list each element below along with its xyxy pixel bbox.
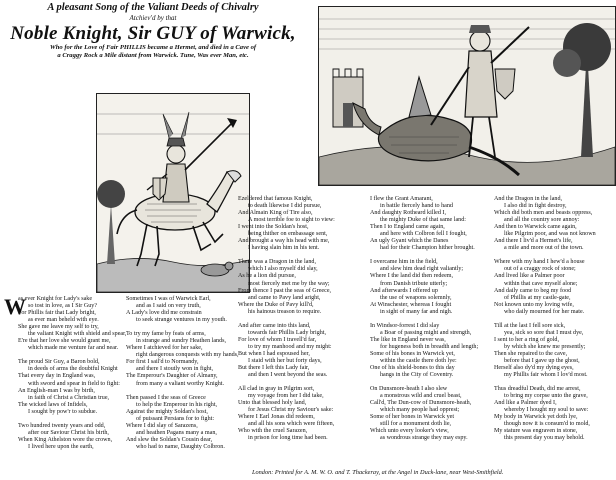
- verse-line: Then passed I the seas of Greece: [126, 394, 206, 401]
- verse-line: and all his sons which were fifteen,: [248, 421, 335, 428]
- verse-line: before that I gave up the ghost,: [504, 357, 580, 364]
- verse-line: I also did in fight destroy,: [504, 203, 567, 210]
- verse-line: in sight of many far and nigh.: [380, 308, 453, 315]
- verse-line: and heathen Pagans many a man,: [136, 429, 217, 436]
- woodcut-knight-slaying-dragon: [318, 6, 616, 186]
- verse-line: in faith of Christ a Christian true,: [28, 394, 110, 401]
- verse-line: towards fair Phillis Lady bright,: [248, 329, 327, 336]
- verse-line: within that cave myself alone;: [504, 280, 578, 287]
- verse-line: Call'd, The Dun-cow of Dunsmore-heath,: [370, 400, 472, 407]
- verse-line: out of a craggy rock of stone;: [504, 266, 576, 273]
- verse-line: An English-man I was by birth,: [18, 387, 95, 394]
- verse-line: I lived here upon the earth,: [28, 443, 94, 450]
- verse-line: my Phillis fair whom I lov'd most.: [504, 372, 588, 379]
- verse-line: to try my manhood and my might:: [248, 343, 332, 350]
- verse-line: All clad in gray in Pilgrim sort,: [238, 386, 315, 393]
- verse-line: and there I stoutly won in fight,: [136, 366, 214, 373]
- verse-line: And lived like a Palmer poor: [494, 273, 565, 280]
- verse-line: From thence I past the seas of Greece,: [238, 287, 332, 294]
- verse-line: But there I left this Lady fair,: [238, 365, 310, 372]
- verse-line: to bring my corpse unto the grave,: [504, 393, 588, 400]
- verse-line: As he a lion did pursue,: [238, 273, 296, 280]
- verse-line: Which unto every looker's view,: [370, 428, 449, 435]
- verse-line: E're that her love she would grant me,: [18, 338, 111, 345]
- title-line-5: a Craggy Rock a Mile distant from Warwick. Tune, Was ever Man, etc.: [57, 52, 249, 59]
- verse-line: in strange and sundry Heathen lands,: [136, 338, 227, 345]
- imprint-line: London: Printed for A. M. W. O. and T. Thackeray, at the Angel in Duck-lane, near West-Smithfield.: [252, 469, 504, 476]
- verse-line: To try my fame by feats of arms,: [126, 331, 206, 338]
- verse-line: who had to name, Daughty Colbron.: [136, 443, 225, 450]
- title-line-3: Noble Knight, Sir GUY of Warwick,: [10, 23, 296, 44]
- verse-line: in deeds of arms the doubtful Knight: [28, 366, 118, 373]
- verse-line: from Danish tribute utterly;: [380, 280, 448, 287]
- verse-line: Who with the cruel Sarazen,: [238, 428, 308, 435]
- verse-line: yea, sick so sore that I must dye,: [504, 329, 584, 336]
- verse-line: though now it is consum'd to mold,: [504, 421, 590, 428]
- verse-line: in battle fiercely hand to hand: [380, 203, 453, 210]
- verse-line: A most terrible foe to sight to view:: [248, 217, 335, 224]
- stanza-gap: [370, 379, 495, 386]
- verse-line: I having slain him in his tent.: [248, 245, 320, 252]
- verse-line: And daily came to beg my food: [494, 287, 572, 294]
- verse-line: the valiant Knight with shield and spear,: [28, 331, 127, 338]
- verse-line: And there I liv'd a Hermet's life,: [494, 238, 573, 245]
- ballad-title: [4, 2, 302, 60]
- verse-line: most fiercely met me by the way;: [248, 280, 330, 287]
- verse-line: And daughty Rotheard killed I,: [370, 210, 446, 217]
- verse-line: as ever man beheld with eye.: [28, 317, 99, 324]
- verse-line: On Dunsmore-heath I also slew: [370, 386, 448, 393]
- verse-line: right dangerous conquests with my hands,: [136, 352, 239, 359]
- verse-line: Where the Duke of Pavy kill'd,: [238, 301, 314, 308]
- verse-line: as wondrous strange they may espy.: [380, 435, 468, 442]
- verse-line: The Emperour's Daughter of Almany,: [126, 373, 218, 380]
- verse-line: of puissant Persians for to fight:: [136, 415, 215, 422]
- verse-line: Where with my hand I hew'd a house: [494, 259, 585, 266]
- woodcut-knight-on-horseback: [96, 93, 250, 293]
- verse-line: And like a Palmer dyed I,: [494, 400, 557, 407]
- verse-line: like Pilgrim poor, and was not known: [504, 231, 596, 238]
- verse-line: Where I Earl Jonas did redeem,: [238, 414, 315, 421]
- verse-line: with sword and spear in field to fight:: [28, 380, 120, 387]
- knight-horse-illustration: [97, 94, 249, 292]
- verse-line: a mile and more out of the town.: [504, 245, 584, 252]
- verse-line: For love of whom I travell'd far,: [238, 336, 317, 343]
- verse-line: from many a valiant worthy Knight.: [136, 380, 225, 387]
- stanza-gap: [126, 388, 256, 395]
- verse-line: which made me venture far and near.: [28, 345, 119, 352]
- verse-line: And after came into this land,: [238, 322, 311, 329]
- title-line-2: Atchiev'd by that: [129, 14, 177, 22]
- title-line-1: A pleasant Song of the Valiant Deeds of Chivalry: [47, 2, 259, 13]
- verse-line: who daily mourned for her mate.: [504, 308, 585, 315]
- verse-line: within the castle there doth lye:: [380, 357, 457, 364]
- verse-line: and slew him dead right valiantly;: [380, 266, 464, 273]
- verse-line: But when I had espoused her,: [238, 350, 310, 357]
- stanza-gap: [370, 316, 495, 323]
- verse-line: At Winschester, whereas I fought: [370, 301, 452, 308]
- verse-line: the use of weapons solemnly,: [380, 294, 452, 301]
- verse-line: of Phillis at my castle-gate,: [504, 294, 571, 301]
- verse-line: and then I went beyond the seas.: [248, 372, 328, 379]
- verse-line: And Almain King of Tire also,: [238, 210, 313, 217]
- verse-column-2: [126, 296, 256, 451]
- verse-line: I overcame him in the field,: [370, 259, 438, 266]
- verse-line: I sought by pow'r to subdue.: [28, 408, 98, 415]
- verse-line: And brought a way his head with me,: [238, 238, 330, 245]
- verse-line: For first I sail'd to Normandy,: [126, 359, 199, 366]
- verse-line: this present day you may behold.: [504, 435, 585, 442]
- verse-line: My body in Warwick yet doth lye,: [494, 414, 578, 421]
- stanza-gap: [18, 416, 136, 423]
- verse-line: for hugeness both in breadth and length;: [380, 343, 479, 350]
- verse-line: When King Athelston wore the crown,: [18, 436, 113, 443]
- verse-line: Then she repaired to the cave,: [494, 350, 568, 357]
- verse-line: to seek strange ventures in my youth.: [136, 317, 227, 324]
- verse-line: Against the mighty Soldan's host,: [126, 408, 208, 415]
- dragon-battle-illustration: [319, 7, 615, 185]
- verse-line: A Lady's love did me constrain: [126, 310, 202, 317]
- verse-line: In Windsor-forrest I did slay: [370, 322, 440, 329]
- verse-line: and here with Colbron fell I fought,: [380, 231, 467, 238]
- verse-line: And then to Warwick came again,: [494, 224, 577, 231]
- verse-line: being thither on embassage sent,: [248, 231, 328, 238]
- verse-line: Till at the last I fell sore sick,: [494, 322, 566, 329]
- verse-line: I went into the Soldan's host,: [238, 224, 309, 231]
- verse-line: Where I the land did then redeem,: [370, 273, 454, 280]
- verse-line: and came to Pavy land aright,: [248, 294, 321, 301]
- verse-line: which many people had opprest;: [380, 407, 460, 414]
- verse-line: There was a Dragon in the land,: [238, 259, 317, 266]
- verse-column-5: [494, 196, 616, 443]
- verse-line: had for their Champion hither brought.: [380, 245, 475, 252]
- verse-line: Thus dreadful Death, did me arrest,: [494, 386, 581, 393]
- verse-line: Sometimes I was of Warwick Earl,: [126, 296, 211, 302]
- verse-line: in prison for long time had been.: [248, 435, 328, 442]
- verse-line: Some of his bones in Warwick yet,: [370, 350, 455, 357]
- verse-line: She gave me leave my self to try,: [18, 324, 99, 331]
- verse-line: whereby I hought my soul to save:: [504, 407, 589, 414]
- verse-line: The proud Sir Guy, a Baron bold,: [18, 359, 100, 366]
- verse-line: Two hundred twenty years and odd,: [18, 422, 106, 429]
- verse-line: The like in England never was,: [370, 336, 446, 343]
- verse-line: hangs in the City of Coventry.: [380, 372, 454, 379]
- verse-line: That every day in England was,: [18, 373, 96, 380]
- drop-capital: W: [4, 294, 26, 319]
- verse-line: and all the country sore annoy:: [504, 217, 580, 224]
- verse-line: still for a monument doth lie,: [380, 421, 452, 428]
- verse-line: Which did both men and beasts oppress,: [494, 210, 593, 217]
- stanza-gap: [238, 316, 376, 323]
- verse-line: and as I said on very truth,: [136, 303, 201, 310]
- verse-line: a Boar of passing might and strength,: [380, 329, 472, 336]
- verse-line: I staid with her but forty days,: [248, 357, 322, 364]
- verse-line: to help the Emperour in his right,: [136, 401, 218, 408]
- stanza-gap: [238, 379, 376, 386]
- verse-line: for Jesus Christ my Saviour's sake:: [248, 407, 334, 414]
- stanza-gap: [18, 352, 136, 359]
- verse-line: And slew the Soldan's Cousin dear,: [126, 436, 213, 443]
- verse-line: My stature was engraven in stone,: [494, 428, 578, 435]
- verse-column-1: [18, 296, 136, 451]
- verse-line: Where I did slay of Sarazens,: [126, 422, 198, 429]
- verse-line: my voyage from her I did take,: [248, 393, 324, 400]
- verse-column-3: [238, 196, 376, 443]
- verse-line: I flew the Grant Amarant,: [370, 196, 433, 202]
- verse-line: Some of her bones in Warwick yet: [370, 414, 455, 421]
- title-line-4: Who for the Love of Fair PHILLIS became a Hermet, and died in a Cave of: [49, 44, 257, 51]
- verse-line: Ezeldered that famous Knight,: [238, 196, 313, 202]
- verse-line: Herself also dy'd my dying eyes,: [494, 365, 574, 372]
- verse-column-4: [370, 196, 495, 443]
- verse-line: An ugly Gyant which the Danes: [370, 238, 449, 245]
- verse-line: which I also myself did slay,: [248, 266, 318, 273]
- verse-line: I sent to her a ring of gold,: [494, 336, 559, 343]
- verse-line: For Phillis fair that Lady bright,: [18, 310, 96, 317]
- verse-line: The wicked laws of Infidels,: [18, 401, 88, 408]
- verse-line: his hainous treason to require.: [248, 308, 322, 315]
- stanza-gap: [494, 252, 616, 259]
- verse-line: as ever Knight for Lady's sake: [18, 296, 93, 302]
- verse-line: And the Dragon in the land,: [494, 196, 563, 202]
- verse-line: Where I atchieved for her sake,: [126, 345, 203, 352]
- verse-line: so tost in love, as I Sir Guy?: [28, 303, 98, 310]
- stanza-gap: [494, 316, 616, 323]
- verse-line: to death likewise I did pursue,: [248, 203, 322, 210]
- stanza-gap: [238, 252, 376, 259]
- verse-line: a monstrous wild and cruel beast,: [380, 393, 462, 400]
- verse-line: by which she knew me presently;: [504, 343, 586, 350]
- verse-line: Unto that blessed holy land,: [238, 400, 307, 407]
- verse-line: Then I to England came again,: [370, 224, 445, 231]
- verse-line: One of his shield-bones to this day: [370, 365, 455, 372]
- verse-line: after our Saviour Christ his birth,: [28, 429, 109, 436]
- verse-line: Not known unto my loving wife,: [494, 301, 574, 308]
- verse-line: And afterwards I offered up: [370, 287, 438, 294]
- verse-line: the mighty Duke of that same land:: [380, 217, 466, 224]
